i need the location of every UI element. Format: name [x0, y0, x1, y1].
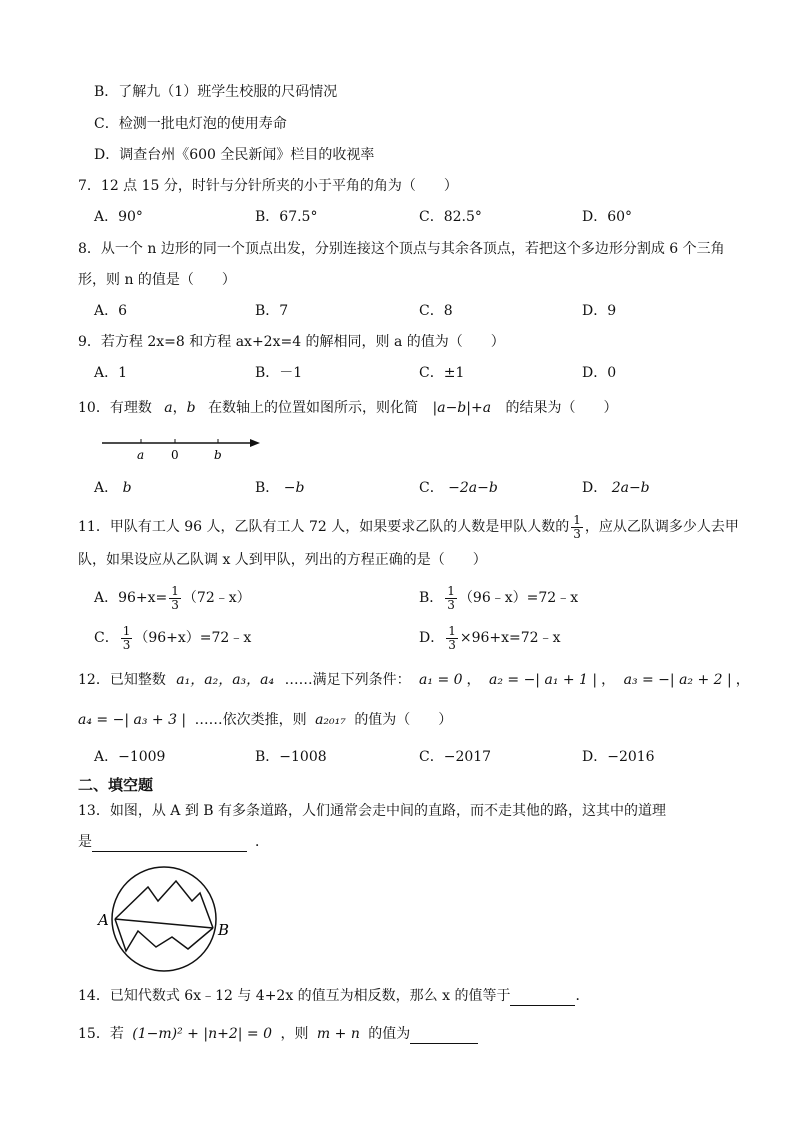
q8-option-a: A．6 — [94, 303, 128, 319]
q11-option-c — [94, 623, 251, 653]
q12-option-c: C．−2017 — [419, 749, 492, 765]
q10-option-d-label: D． — [582, 480, 608, 496]
q11-option-b-post: （96﹣x）=72﹣x — [458, 590, 579, 606]
q10-number-line — [100, 432, 265, 464]
q10-option-b-value: −b — [283, 480, 305, 496]
q7-option-d: D．60° — [582, 209, 633, 225]
q12-condition-4: a₄ = −| a₃ + 3 | — [78, 712, 187, 728]
q11-fraction — [571, 514, 583, 541]
fraction-denominator: 3 — [447, 597, 455, 612]
q12-condition-2: a₂ = −| a₁ + 1 | — [488, 672, 598, 688]
q12-stem-pre: 12．已知整数 — [78, 672, 166, 688]
q9-option-c: C．±1 — [419, 365, 465, 381]
q11-option-b — [419, 583, 578, 613]
q11-option-a-pre: A．96+x= — [94, 590, 168, 606]
q11-stem-line2: 队，如果设应从乙队调 x 人到甲队，列出的方程正确的是（ ） — [78, 552, 487, 568]
straight-road — [115, 919, 213, 928]
tick-label-a: a — [137, 448, 145, 462]
q10-option-c — [419, 478, 498, 498]
point-label-b: B — [218, 921, 230, 939]
q11-stem-end: ，应从乙队调多少人去甲 — [584, 519, 739, 535]
fraction-numerator: 1 — [447, 583, 455, 598]
q13-stem-line1: 13．如图，从 A 到 B 有多条道路，人们通常会走中间的直路，而不走其他的路，这其中的道理 — [78, 803, 667, 819]
q12-target: a₂₀₁₇ — [315, 712, 346, 728]
q12-condition-1: a₁ = 0 — [419, 672, 463, 688]
q12-stem-line1: 12．已知整数 a₁，a₂，a₃，a₄ ……满足下列条件： a₁ = 0 ， a₂ = −| a₁ + 1 | ， a₃ = −| a₂ + 2 | ， — [78, 672, 750, 688]
q8-option-c: C．8 — [419, 303, 453, 319]
q7-option-b: B．67.5° — [255, 209, 318, 225]
q11-option-c-post: （96+x）=72﹣x — [134, 630, 252, 646]
q9-option-d: D．0 — [582, 365, 617, 381]
q10-stem-post: 的结果为（ ） — [505, 400, 618, 416]
q12-stem-line2 — [78, 710, 452, 730]
q7-option-c: C．82.5° — [419, 209, 482, 225]
fraction-numerator: 1 — [573, 512, 581, 527]
q10-option-d-value: 2a−b — [611, 480, 650, 496]
q13-answer-blank[interactable] — [92, 835, 247, 852]
q10-option-b-label: B． — [255, 480, 280, 496]
tick-label-b: b — [214, 448, 222, 462]
fraction-denominator: 3 — [448, 637, 456, 652]
q6-option-b: B．了解九（1）班学生校服的尺码情况 — [94, 84, 338, 100]
q12-stem-end: 的值为（ ） — [354, 712, 453, 728]
q11-option-b-pre: B． — [419, 590, 444, 606]
q10-option-d — [582, 478, 650, 498]
q10-var-a: a — [164, 400, 173, 416]
tick-label-zero: 0 — [171, 448, 179, 462]
q8-stem-line2: 形，则 n 的值是（ ） — [78, 272, 236, 288]
q10-expression: |a−b|+a — [432, 400, 492, 416]
q10-stem: 10．有理数 a，b 在数轴上的位置如图所示，则化简 |a−b|+a 的结果为（ ） — [78, 400, 618, 416]
q13-stem-pre: 是 — [78, 834, 92, 850]
q11-option-b-fraction — [445, 585, 457, 612]
q10-option-a — [94, 478, 132, 498]
q10-option-a-label: A． — [94, 480, 119, 496]
fraction-denominator: 3 — [573, 526, 581, 541]
q15-stem — [78, 1024, 478, 1044]
q15-expression: (1−m)² + |n+2| = 0 — [132, 1026, 272, 1042]
q10-var-b: b — [186, 400, 196, 416]
q13-stem-line2 — [78, 832, 269, 852]
q11-option-d-fraction — [446, 625, 458, 652]
q14-stem-post: ． — [575, 988, 590, 1004]
q9-stem: 9．若方程 2x=8 和方程 ax+2x=4 的解相同，则 a 的值为（ ） — [78, 334, 505, 350]
q13-stem-post: ． — [255, 834, 269, 850]
q9-option-b: B．－1 — [255, 365, 303, 381]
q11-option-d — [419, 623, 561, 653]
q12-option-a: A．−1009 — [94, 749, 166, 765]
q11-option-a-fraction — [169, 585, 181, 612]
fraction-denominator: 3 — [171, 597, 179, 612]
q8-option-d: D．9 — [582, 303, 617, 319]
fraction-numerator: 1 — [122, 623, 131, 638]
q10-option-c-label: C． — [419, 480, 444, 496]
q7-option-a: A．90° — [94, 209, 143, 225]
q7-stem: 7．12 点 15 分，时针与分针所夹的小于平角的角为（ ） — [78, 178, 458, 194]
point-label-a: A — [98, 911, 109, 929]
q12-sequence: a₁，a₂，a₃，a₄ — [176, 672, 275, 688]
q11-option-c-fraction — [121, 625, 133, 652]
q15-answer-blank[interactable] — [410, 1027, 478, 1044]
q8-stem-line1: 8．从一个 n 边形的同一个顶点出发，分别连接这个顶点与其余各顶点，若把这个多边形分割成 6 个三角 — [78, 241, 725, 257]
q10-stem-mid: 在数轴上的位置如图所示，则化简 — [208, 400, 419, 416]
q13-road-diagram — [96, 865, 236, 975]
q12-option-b: B．−1008 — [255, 749, 327, 765]
q14-answer-blank[interactable] — [510, 989, 575, 1006]
q15-stem-post: 的值为 — [368, 1026, 411, 1042]
q11-stem-line1 — [78, 512, 739, 542]
q9-option-a: A．1 — [94, 365, 128, 381]
number-line-arrow-icon — [250, 439, 260, 447]
q11-option-d-post: ×96+x=72﹣x — [459, 630, 561, 646]
q15-stem-mid: ，则 — [280, 1026, 309, 1042]
q12-option-d: D．−2016 — [582, 749, 655, 765]
q11-option-d-pre: D． — [419, 630, 445, 646]
fraction-numerator: 1 — [171, 583, 179, 598]
q10-option-c-value: −2a−b — [448, 480, 498, 496]
q14-stem-pre: 14．已知代数式 6x﹣12 与 4+2x 的值互为相反数，那么 x 的值等于 — [78, 988, 511, 1004]
q12-stem-mid: ……满足下列条件： — [284, 672, 411, 688]
q12-stem-mid2: ……依次类推，则 — [194, 712, 307, 728]
fraction-numerator: 1 — [448, 623, 456, 638]
q15-target: m + n — [316, 1026, 360, 1042]
section-heading-fill-in: 二、填空题 — [78, 776, 154, 794]
q8-option-b: B．7 — [255, 303, 289, 319]
q11-option-a-post: （72﹣x） — [182, 590, 251, 606]
q10-option-a-value: b — [122, 480, 132, 496]
q15-stem-pre: 15．若 — [78, 1026, 124, 1042]
diagram-circle — [112, 867, 216, 971]
q11-option-c-pre: C． — [94, 630, 119, 646]
q6-option-c: C．检测一批电灯泡的使用寿命 — [94, 116, 287, 132]
q14-stem — [78, 986, 589, 1006]
fraction-denominator: 3 — [122, 637, 131, 652]
q12-condition-3: a₃ = −| a₂ + 2 | — [623, 672, 732, 688]
q10-option-b — [255, 478, 304, 498]
q11-option-a — [94, 583, 251, 613]
q11-stem-text: 11．甲队有工人 96 人，乙队有工人 72 人，如果要求乙队的人数是甲队人数的 — [78, 519, 570, 535]
q6-option-d: D．调查台州《600 全民新闻》栏目的收视率 — [94, 147, 375, 163]
q10-stem-pre: 10．有理数 — [78, 400, 152, 416]
